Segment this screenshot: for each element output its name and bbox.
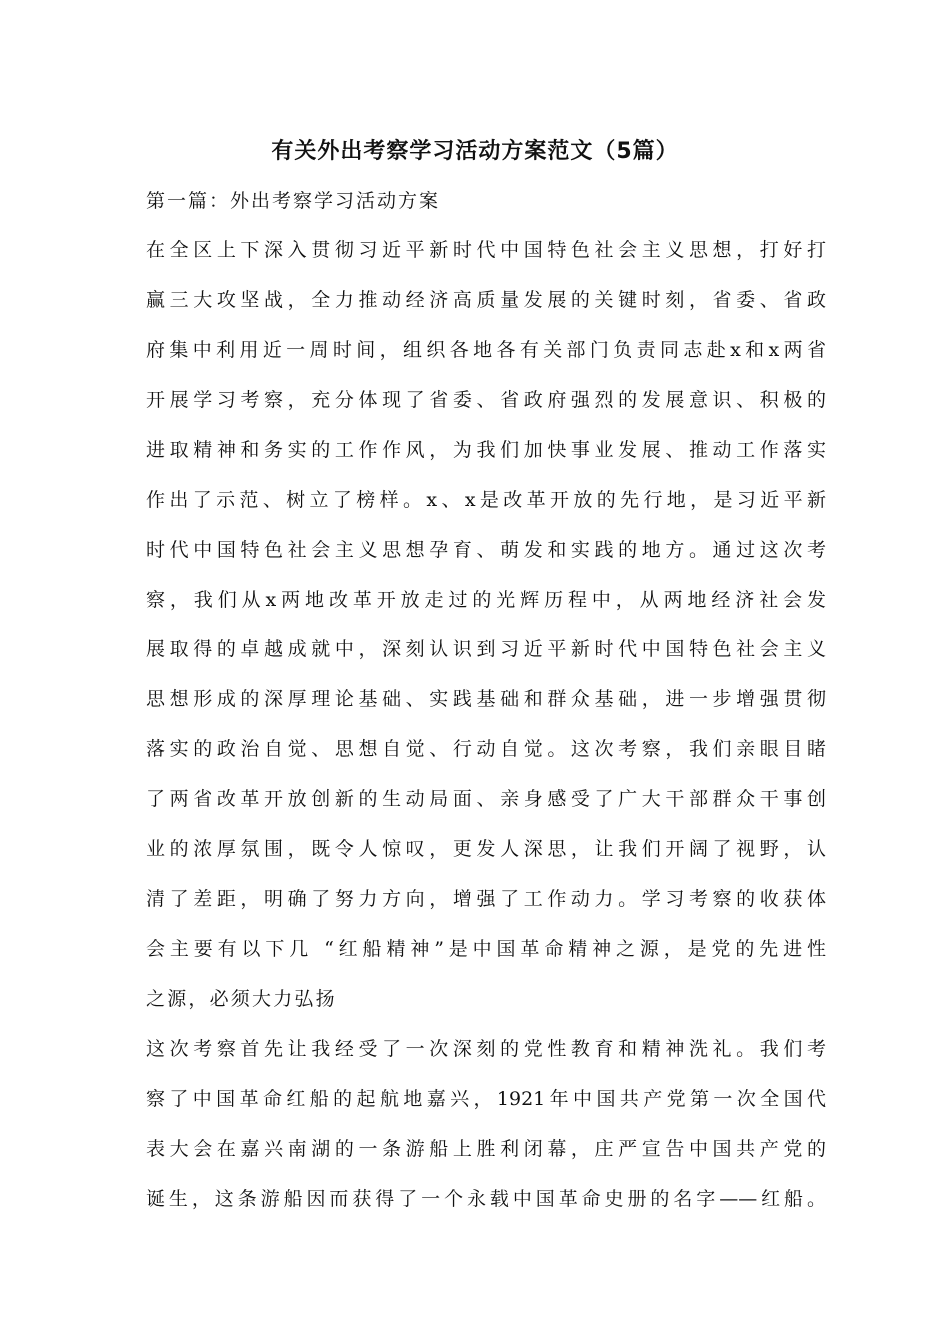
paragraph-line: 思想形成的深厚理论基础、实践基础和群众基础，进一步增强贯彻 bbox=[146, 688, 826, 710]
paragraph-line: 作出了示范、树立了榜样。x、x是改革开放的先行地，是习近平新 bbox=[146, 489, 826, 511]
paragraph-line: 开展学习考察，充分体现了省委、省政府强烈的发展意识、积极的 bbox=[146, 389, 826, 411]
paragraph-line: 落实的政治自觉、思想自觉、行动自觉。这次考察，我们亲眼目睹 bbox=[146, 738, 826, 760]
paragraph-line: 赢三大攻坚战，全力推动经济高质量发展的关键时刻，省委、省政 bbox=[146, 289, 826, 311]
paragraph-line: 诞生，这条游船因而获得了一个永载中国革命史册的名字——红船。 bbox=[146, 1188, 826, 1210]
paragraph-line: 业的浓厚氛围，既令人惊叹，更发人深思，让我们开阔了视野，认 bbox=[146, 838, 826, 860]
paragraph-line: 察了中国革命红船的起航地嘉兴，1921年中国共产党第一次全国代 bbox=[146, 1088, 826, 1110]
paragraph-line: 时代中国特色社会主义思想孕育、萌发和实践的地方。通过这次考 bbox=[146, 539, 826, 561]
paragraph-line: 府集中利用近一周时间，组织各地各有关部门负责同志赴x和x两省 bbox=[146, 339, 826, 361]
paragraph-line: 这次考察首先让我经受了一次深刻的党性教育和精神洗礼。我们考 bbox=[146, 1038, 826, 1060]
paragraph-line: 清了差距，明确了努力方向，增强了工作动力。学习考察的收获体 bbox=[146, 888, 826, 910]
document-title: 有关外出考察学习活动方案范文（5篇） bbox=[271, 139, 679, 164]
paragraph-line: 了两省改革开放创新的生动局面、亲身感受了广大干部群众干事创 bbox=[146, 788, 826, 810]
paragraph-line: 会主要有以下几 “红船精神”是中国革命精神之源，是党的先进性 bbox=[146, 938, 826, 960]
paragraph-line: 察，我们从x两地改革开放走过的光辉历程中，从两地经济社会发 bbox=[146, 589, 826, 611]
paragraph-line: 进取精神和务实的工作作风，为我们加快事业发展、推动工作落实 bbox=[146, 439, 826, 461]
paragraph-line: 在全区上下深入贯彻习近平新时代中国特色社会主义思想，打好打 bbox=[146, 239, 826, 261]
paragraph-line: 展取得的卓越成就中，深刻认识到习近平新时代中国特色社会主义 bbox=[146, 638, 826, 660]
paragraph-line: 之源，必须大力弘扬 bbox=[146, 988, 337, 1010]
paragraph-line: 表大会在嘉兴南湖的一条游船上胜利闭幕，庄严宣告中国共产党的 bbox=[146, 1138, 826, 1160]
section-heading: 第一篇：外出考察学习活动方案 bbox=[146, 190, 441, 212]
